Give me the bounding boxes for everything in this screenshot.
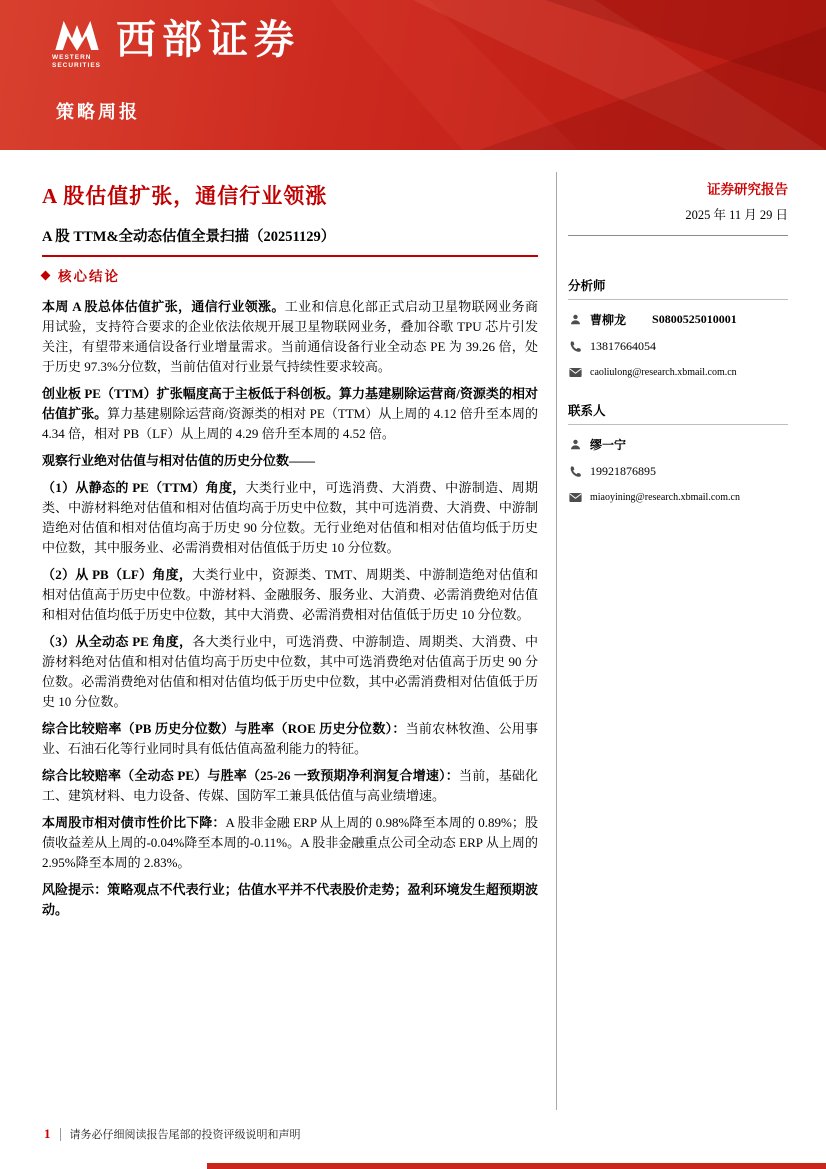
paragraph-lead: （3）从全动态 PE 角度， <box>42 634 193 649</box>
paragraph-lead: 创业板 PE（TTM）扩张幅度高于主板低于科创板。算力基建剔除运营商/资源类的相对估值扩张。 <box>42 386 538 421</box>
body-paragraph <box>42 719 538 759</box>
paragraph-text: 当前，基础化工、建筑材料、电力设备、传媒、国防军工兼具低估值与高业绩增速。 <box>42 768 538 803</box>
analyst-email: caoliulong@research.xbmail.com.cn <box>590 366 737 378</box>
footer-divider <box>60 1128 61 1141</box>
core-conclusion-header <box>42 265 538 285</box>
page-title: A 股估值扩张，通信行业领涨 <box>42 184 328 208</box>
contact-name-row <box>568 436 788 453</box>
paragraph-text: 大类行业中，可选消费、大消费、中游制造、周期类、中游材料绝对估值和相对估值均高于历史中位数，其中可选消费、大消费、中游制造绝对估值和相对估值均高于历史 90 分位数。无行业绝对估值和相对估值均低于历史中位数，其中服务业、必需消费相对估值低于历史 10 分位数。 <box>42 480 538 555</box>
contact-email-row <box>568 490 788 504</box>
paragraph-lead: 综合比较赔率（全动态 PE）与胜率（25-26 一致预期净利润复合增速）： <box>42 768 459 783</box>
report-body <box>42 297 538 920</box>
paragraph-text: A 股非金融 ERP 从上周的 0.98%降至本周的 0.89%；股债收益差从上周的-0.04%降至本周的-0.11%。A 股非金融重点公司全动态 ERP 从上周的 2.95%降至本周的 2.83%。 <box>42 815 538 870</box>
body-paragraph <box>42 297 538 377</box>
analyst-name: 曹柳龙 <box>590 313 627 327</box>
body-paragraph <box>42 451 538 471</box>
sidebar-divider <box>568 299 788 300</box>
contact-phone: 19921876895 <box>590 464 656 478</box>
analyst-cert-number: S0800525010001 <box>652 312 737 326</box>
analyst-phone: 13817664054 <box>590 339 656 353</box>
paragraph-lead: 本周 A 股总体估值扩张，通信行业领涨。 <box>42 299 285 314</box>
paragraph-text: 算力基建剔除运营商/资源类的相对 PE（TTM）从上周的 4.12 倍升至本周的 4.34 倍，相对 PB（LF）从上周的 4.29 倍升至本周的 4.52 倍。 <box>42 406 538 441</box>
body-paragraph <box>42 384 538 444</box>
phone-icon <box>568 465 582 479</box>
envelope-icon <box>568 490 582 504</box>
bottom-red-bar <box>207 1163 826 1169</box>
paragraph-text: 工业和信息化部正式启动卫星物联网业务商用试验，支持符合要求的企业依法依规开展卫星物联网业务，叠加谷歌 TPU 芯片引发关注，有望带来通信设备行业增量需求。当前通信设备行业全动态 PE 为 39.26 倍，处于历史 97.3%分位数，当前估值对行业景气持续性要求较高。 <box>42 299 538 374</box>
analyst-phone-row <box>568 339 788 354</box>
page-footer <box>44 1126 301 1142</box>
body-paragraph <box>42 813 538 873</box>
page-subtitle: A 股 TTM&全动态估值全景扫描（20251129） <box>42 229 336 245</box>
body-paragraph <box>42 632 538 712</box>
core-conclusion-label: 核心结论 <box>58 269 120 284</box>
page-number: 1 <box>44 1126 51 1141</box>
column-divider <box>556 172 557 1110</box>
person-icon <box>568 313 582 327</box>
paragraph-lead: 风险提示：策略观点不代表行业；估值水平并不代表股价走势；盈利环境发生超预期波动。 <box>42 882 538 917</box>
header-banner <box>0 0 826 150</box>
paragraph-lead: （2）从 PB（LF）角度， <box>42 567 193 582</box>
footer-disclaimer: 请务必仔细阅读报告尾部的投资评级说明和声明 <box>69 1129 301 1141</box>
paragraph-text: 大类行业中，资源类、TMT、周期类、中游制造绝对估值和相对估值高于历史中位数。中游材料、金融服务、服务业、大消费、必需消费绝对估值和相对估值均低于历史中位数，其中大消费、必需消费相对估值低于历史 10 分位数。 <box>42 567 538 622</box>
analyst-name-row <box>568 311 788 328</box>
body-paragraph <box>42 880 538 920</box>
report-date: 2025 年 11 月 29 日 <box>685 208 788 222</box>
contact-section-title: 联系人 <box>568 404 606 418</box>
analyst-section-title: 分析师 <box>568 279 606 293</box>
sidebar <box>568 178 788 504</box>
contact-email: miaoyining@research.xbmail.com.cn <box>590 491 740 503</box>
body-paragraph <box>42 766 538 806</box>
western-securities-flame-logo <box>52 18 102 71</box>
brand-en-line1: WESTERN <box>52 54 92 61</box>
paragraph-text: 各大类行业中，可选消费、中游制造、周期类、大消费、中游材料绝对估值和相对估值均高于历史中位数，其中可选消费绝对估值高于历史 90 分位数。必需消费绝对估值和相对估值均低于历史中位数，其中必需消费相对估值低于历史 10 分位数。 <box>42 634 538 709</box>
paragraph-lead: 综合比较赔率（PB 历史分位数）与胜率（ROE 历史分位数）： <box>42 721 406 736</box>
paragraph-lead: 本周股市相对债市性价比下降： <box>42 815 226 830</box>
brand-block <box>52 18 300 71</box>
sidebar-divider <box>568 235 788 236</box>
person-icon <box>568 438 582 452</box>
report-type-label: 策略周报 <box>56 102 140 122</box>
phone-icon <box>568 340 582 354</box>
contact-name: 缪一宁 <box>590 438 627 452</box>
subtitle-red-rule <box>42 255 538 257</box>
report-body-column <box>42 180 538 927</box>
analyst-email-row <box>568 365 788 379</box>
paragraph-lead: （1）从静态的 PE（TTM）角度， <box>42 480 246 495</box>
contact-phone-row <box>568 464 788 479</box>
report-category-label: 证券研究报告 <box>707 182 788 197</box>
paragraph-text: 当前农林牧渔、公用事业、石油石化等行业同时具有低估值高盈利能力的特征。 <box>42 721 538 756</box>
brand-en-line2: SECURITIES <box>52 62 102 70</box>
body-paragraph <box>42 478 538 558</box>
diamond-bullet-icon <box>41 270 51 280</box>
envelope-icon <box>568 365 582 379</box>
paragraph-lead: 观察行业绝对估值与相对估值的历史分位数—— <box>42 453 316 468</box>
sidebar-divider <box>568 424 788 425</box>
brand-name: 西部证券 <box>116 17 300 62</box>
body-paragraph <box>42 565 538 625</box>
